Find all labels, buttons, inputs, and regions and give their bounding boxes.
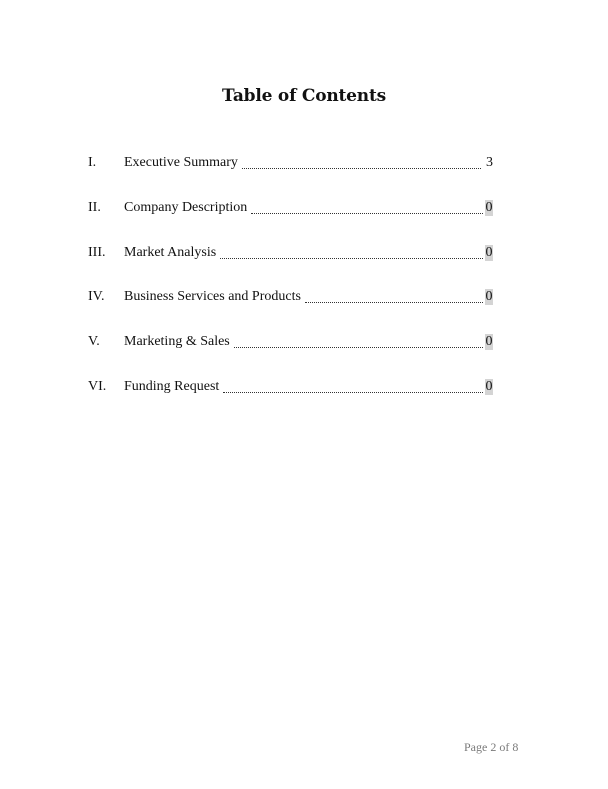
toc-entry-number: VI. — [88, 378, 107, 394]
page-title: Table of Contents — [222, 86, 386, 106]
toc-list — [88, 155, 493, 424]
toc-entry-page: 0 — [485, 334, 493, 350]
toc-entry-page: 0 — [485, 244, 493, 260]
toc-entry-number: IV. — [88, 289, 105, 305]
toc-entry-label: Marketing & Sales — [124, 334, 230, 350]
toc-dot-leader — [223, 392, 483, 393]
toc-entry[interactable] — [88, 245, 493, 265]
toc-entry-page: 0 — [485, 378, 493, 394]
toc-entry[interactable] — [88, 379, 493, 399]
toc-entry-label: Funding Request — [124, 378, 220, 394]
toc-entry-label: Company Description — [124, 199, 248, 215]
toc-dot-leader — [220, 258, 483, 259]
toc-dot-leader — [251, 213, 483, 214]
toc-entry[interactable] — [88, 334, 493, 354]
toc-entry-page: 0 — [485, 289, 493, 305]
toc-entry-label: Business Services and Products — [124, 289, 301, 305]
toc-entry-number: I. — [88, 155, 97, 170]
toc-dot-leader — [305, 302, 483, 303]
toc-entry-page: 0 — [485, 199, 493, 215]
toc-entry[interactable] — [88, 155, 493, 175]
toc-entry-page: 3 — [486, 155, 493, 170]
toc-dot-leader — [234, 347, 483, 348]
page-number-footer: Page 2 of 8 — [464, 740, 519, 754]
toc-entry[interactable] — [88, 289, 493, 309]
toc-entry-number: II. — [88, 199, 101, 215]
toc-entry-label: Market Analysis — [124, 244, 217, 260]
toc-dot-leader — [242, 168, 481, 169]
toc-entry-number: III. — [88, 244, 106, 260]
toc-entry[interactable] — [88, 200, 493, 220]
toc-entry-number: V. — [88, 334, 100, 350]
toc-entry-label: Executive Summary — [124, 155, 238, 170]
